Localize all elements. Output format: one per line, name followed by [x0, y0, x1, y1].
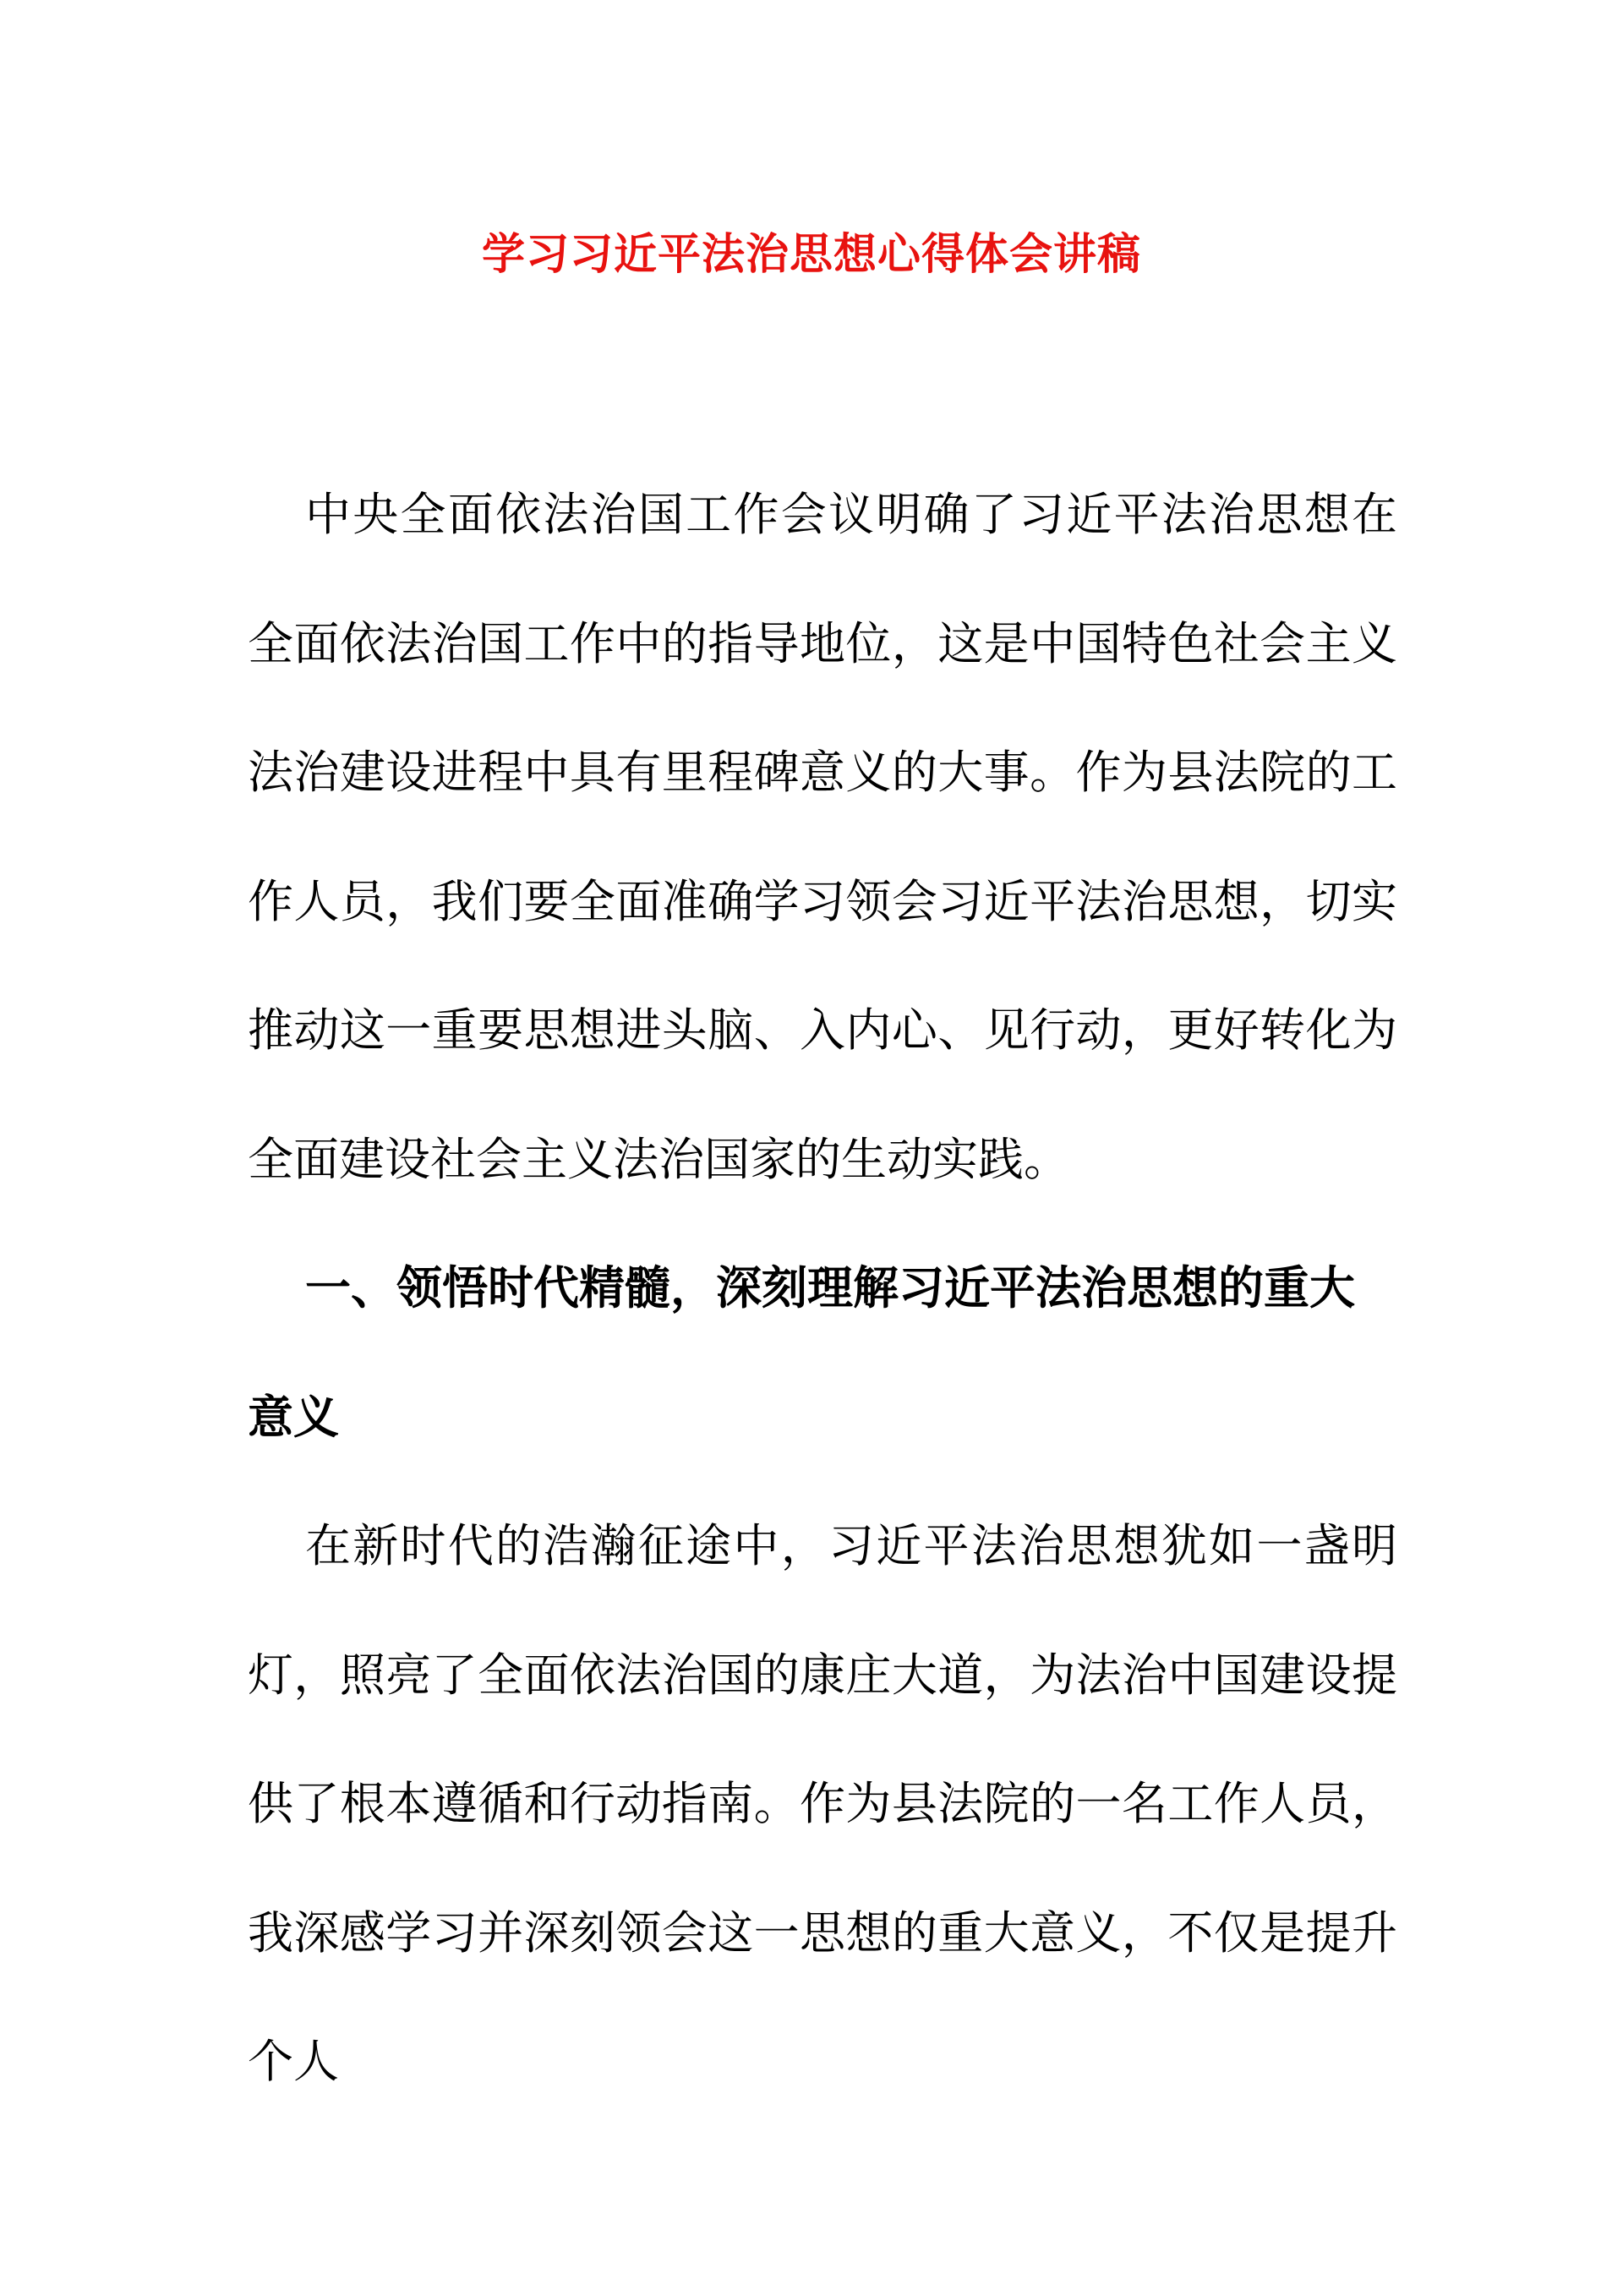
document-title: 学习习近平法治思想心得体会讲稿 [481, 230, 1141, 280]
section-heading: 一、领悟时代精髓，深刻理解习近平法治思想的重大意义 [248, 1261, 1355, 1444]
section-paragraph: 在新时代的浩瀚征途中，习近平法治思想犹如一盏明灯，照亮了全面依法治国的康庄大道，为法治中国建设提供了根本遵循和行动指南。作为县法院的一名工作人员，我深感学习并深刻领会这一思想的重大意义，不仅是提升个人 [248, 1519, 1397, 2088]
document-body [248, 451, 1397, 2127]
intro-paragraph: 中央全面依法治国工作会议明确了习近平法治思想在全面依法治国工作中的指导地位，这是中国特色社会主义法治建设进程中具有里程碑意义的大事。作为县法院的工作人员，我们要全面准确学习领会习近平法治思想，切实推动这一重要思想进头脑、入内心、见行动，更好转化为全面建设社会主义法治国家的生动实践。 [248, 488, 1397, 1186]
